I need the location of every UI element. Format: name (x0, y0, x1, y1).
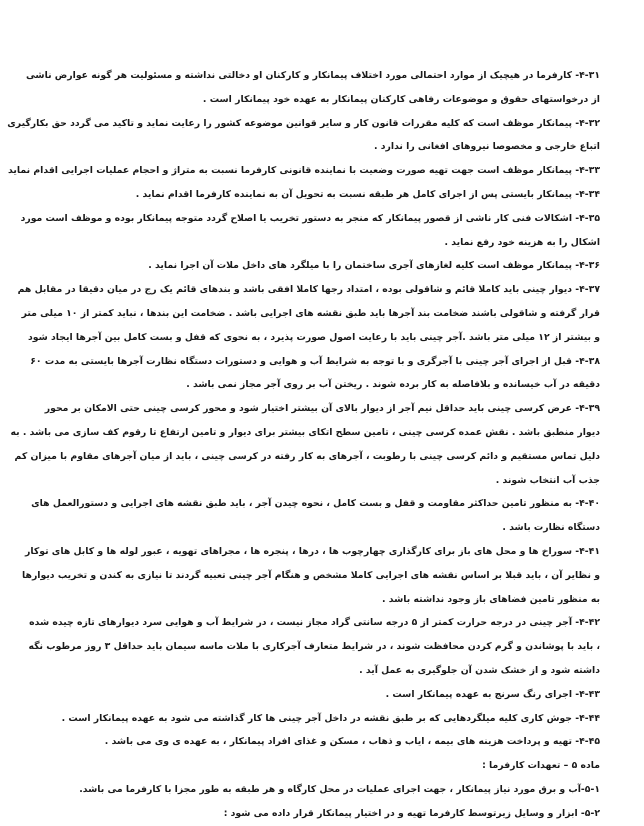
text-line: ۴-۴۰- به منظور تامین حداکثر مقاومت و قفل و بست کامل ، نحوه چیدن آجر ، باید طبق نقشه های اجرایی و دستورالعمل های (31, 498, 600, 510)
text-line: ۴-۴۵- تهیه و پرداخت هزینه های بیمه ، ایاب و ذهاب ، مسکن و غذای افراد پیمانکار ، به عهده ی وی می باشد . (104, 736, 600, 748)
text-line: دلیل تماس مستقیم و دائم کرسی چینی با رطوبت ، آجرهای به کار رفته در کرسی چینی ، باید از میان آجرهای مقاوم با میزان کم (14, 450, 600, 462)
text-line: به منظور تامین فضاهای باز وجود نداشته باشد . (382, 593, 600, 605)
text-line: ۴-۴۳- اجرای رنگ سرنج به عهده پیمانکار است . (385, 688, 600, 700)
text-line: از درخواستهای حقوق و موضوعات رفاهی کارکنان پیمانکار به عهده خود پیمانکار است . (202, 93, 600, 105)
text-line: ۴-۴۲- آجر چینی در درجه حرارت کمتر از ۵ درجه سانتی گراد مجاز نیست ، در شرایط آب و هوایی سرد دیوارهای تازه چیده شده (29, 617, 600, 629)
text-line: ۴-۳۹- عرض کرسی چینی باید حداقل نیم آجر از دیوار بالای آن بیشتر اختیار شود و محور کرسی چینی حتی الامکان بر محور (44, 403, 600, 415)
text-line: ۴-۳۶- پیمانکار موظف است کلیه لغازهای آجری ساختمان را با میلگرد های داخل ملات آن اجرا نماید . (148, 260, 600, 272)
text-line: دیوار منطبق باشد . نقش عمده کرسی چینی ، تامین سطح اتکای بیشتر برای دیوار و تامین ارتفاع تا رقوم کف سازی می باشد . به (10, 426, 600, 438)
text-line: ۴-۴۴- جوش کاری کلیه میلگردهایی که بر طبق نقشه در داخل آجر چینی ها کار گذاشته می شود به عهده پیمانکار است . (61, 712, 600, 724)
text-line: جذب آب انتخاب شوند . (495, 474, 600, 486)
text-line: داشته شود و از خشک شدن آن جلوگیری به عمل آید . (359, 664, 600, 676)
text-line: ۵-۱-آب و برق مورد نیاز پیمانکار ، جهت اجرای عملیات در محل کارگاه و هر طبقه به طور مجزا با کارفرما می باشد. (79, 783, 600, 795)
text-line: دقیقه در آب خیسانده و بلافاصله به کار برده شوند . ریختن آب بر روی آجر مجاز نمی باشد . (186, 379, 600, 391)
text-line: دستگاه نظارت باشد . (502, 522, 600, 534)
text-line: ۴-۳۳- پیمانکار موظف است جهت تهیه صورت وضعیت با نماینده قانونی کارفرما نسبت به متراژ و احجام عملیات اجرایی اقدام نماید (8, 165, 600, 177)
text-line: ۵-۲- ابزار و وسایل زیرتوسط کارفرما تهیه و در اختیار پیمانکار قرار داده می شود : (223, 807, 600, 819)
text-line: ، باید با پوشاندن و گرم کردن محافظت شوند ، در شرایط متعارف آجرکاری با ملات ماسه سیمان باید حداقل ۳ روز مرطوب نگه (28, 641, 600, 653)
text-line: ۴-۴۱- سوراخ ها و محل های باز برای کارگذاری چهارچوب ها ، درها ، پنجره ها ، مجراهای تهویه ، عبور لوله ها و کابل های توکار (25, 545, 600, 557)
text-line: ۴-۳۵- اشکالات فنی کار ناشی از قصور پیمانکار که منجر به دستور تخریب یا اصلاح گردد متوجه پیمانکار بوده و موظف است مورد (20, 212, 600, 224)
document-body (7, 64, 600, 826)
text-line: اشکال را به هزینه خود رفع نماید . (444, 236, 600, 248)
text-line: ماده ۵ – تعهدات کارفرما : (482, 760, 600, 772)
text-line: قرار گرفته و شاقولی باشند ضخامت بند آجرها باید طبق نقشه های اجرایی باشد . ضخامت این بندها ، نباید کمتر از ۱۰ میلی متر (21, 307, 600, 319)
text-line: ۴-۳۴- پیمانکار بایستی پس از اجرای کامل هر طبقه نسبت به تحویل آن به نماینده کارفرما اقدام نماید . (135, 188, 600, 200)
text-line: ۴-۳۸- قبل از اجرای آجر چینی با آجرگری و با توجه به شرایط آب و هوایی و دستورات دستگاه نظارت آجرها بایستی به مدت ۶۰ (30, 355, 600, 367)
text-line: ۴-۳۱- کارفرما در هیچیک از موارد احتمالی مورد اختلاف پیمانکار و کارکنان او دخالتی نداشته و مسئولیت هر گونه عوارض ناشی (26, 70, 600, 81)
text-line: ۴-۳۷- دیوار چینی باید کاملا قائم و شاقولی بوده ، امتداد رجها کاملا افقی باشد و بندهای قائم یک رج در میان دقیقا در مقابل هم (17, 284, 600, 296)
text-line: ۴-۳۲- پیمانکار موظف است که کلیه مقررات قانون کار و سایر قوانین موضوعه کشور را رعایت نماید و تاکید می گردد حق بکارگیری (7, 117, 600, 129)
text-line: اتباع خارجی و مخصوصا نیروهای افغانی را ندارد . (373, 141, 600, 153)
text-line: و نظایر آن ، باید قبلا بر اساس نقشه های اجرایی کاملا مشخص و هنگام آجر چینی تعبیه گردند تا نیازی به کندن و تخریب دیوارها (22, 569, 600, 581)
text-line: و بیشتر از ۱۲ میلی متر باشد .آجر چینی باید با رعایت اصول صورت پذیرد ، به نحوی که قفل و بست کامل بین آجرها ایجاد شود (28, 331, 600, 343)
